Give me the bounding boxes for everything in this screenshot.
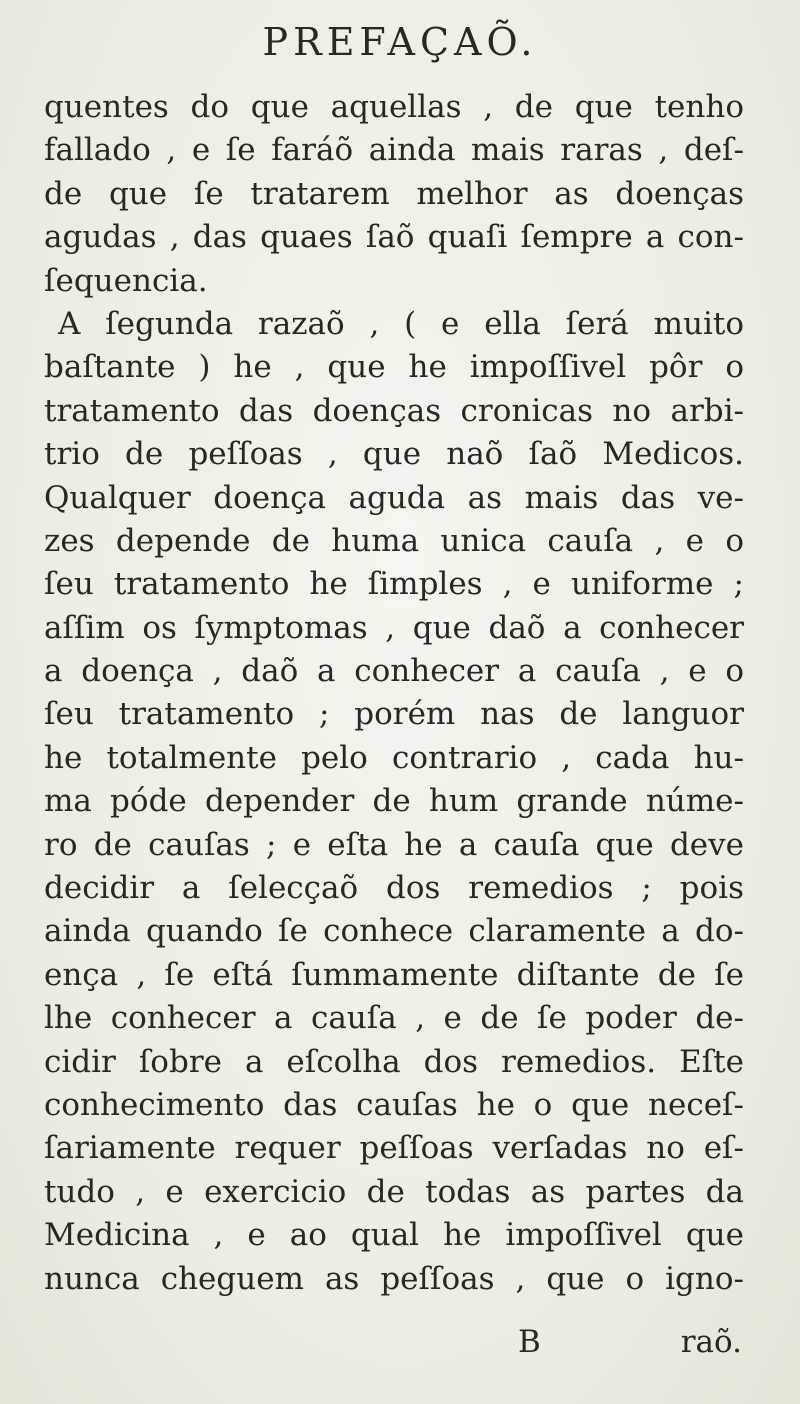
text-line: Qualquer doença aguda as mais das ve-: [44, 479, 744, 516]
text-line: tratamento das doenças cronicas no arbi-: [44, 392, 744, 429]
text-line: A ſegunda razaõ , ( e ella ſerá muito: [58, 305, 744, 342]
text-line: decidir a ſelecçaõ dos remedios ; pois: [44, 870, 744, 907]
text-line: conhecimento das cauſas he o que neceſ-: [44, 1086, 744, 1123]
text-line: ſeu tratamento ; porém nas de languor: [44, 696, 744, 733]
text-line: cidir ſobre a eſcolha dos remedios. Eſte: [44, 1043, 744, 1080]
text-line: baſtante ) he , que he impoſſivel pôr o: [44, 349, 744, 386]
text-line: ma póde depender de hum grande núme-: [44, 783, 744, 820]
running-title: PREFAÇAÕ.: [262, 20, 538, 64]
text-line: nunca cheguem as peſſoas , que o igno-: [44, 1260, 744, 1297]
catchword: raõ.: [680, 1324, 742, 1360]
signature-mark: B: [518, 1324, 541, 1360]
text-line: aſſim os ſymptomas , que daõ a conhecer: [44, 609, 744, 646]
text-line: Medicina , e ao qual he impoſſivel que: [44, 1217, 744, 1254]
text-line: ainda quando ſe conhece claramente a do-: [44, 913, 744, 950]
text-line: a doença , daõ a conhecer a cauſa , e o: [44, 653, 744, 690]
text-line: ro de cauſas ; e eſta he a cauſa que deve: [44, 826, 744, 863]
text-line: fallado , e ſe faráõ ainda mais raras , deſ-: [44, 132, 744, 169]
text-line: trio de peſſoas , que naõ ſaõ Medicos.: [44, 436, 744, 473]
body-text: [44, 86, 744, 1301]
text-line: quentes do que aquellas , de que tenho: [44, 89, 744, 125]
text-line: ſequencia.: [44, 262, 208, 299]
text-line: ſariamente requer peſſoas verſadas no eſ-: [44, 1130, 744, 1167]
text-line: ſeu tratamento he ſimples , e uniforme ;: [44, 566, 744, 603]
text-line: agudas , das quaes ſaõ quaſi ſempre a con-: [44, 219, 744, 256]
text-line: ença , ſe eſtá ſummamente diſtante de ſe: [44, 956, 744, 993]
text-line: he totalmente pelo contrario , cada hu-: [44, 739, 744, 776]
page-footer: [44, 1320, 744, 1364]
text-line: zes depende de huma unica cauſa , e o: [44, 522, 744, 559]
text-line: tudo , e exercicio de todas as partes da: [44, 1173, 744, 1210]
text-line: de que ſe tratarem melhor as doenças: [44, 175, 744, 212]
text-line: lhe conhecer a cauſa , e de ſe poder de-: [44, 1000, 744, 1037]
